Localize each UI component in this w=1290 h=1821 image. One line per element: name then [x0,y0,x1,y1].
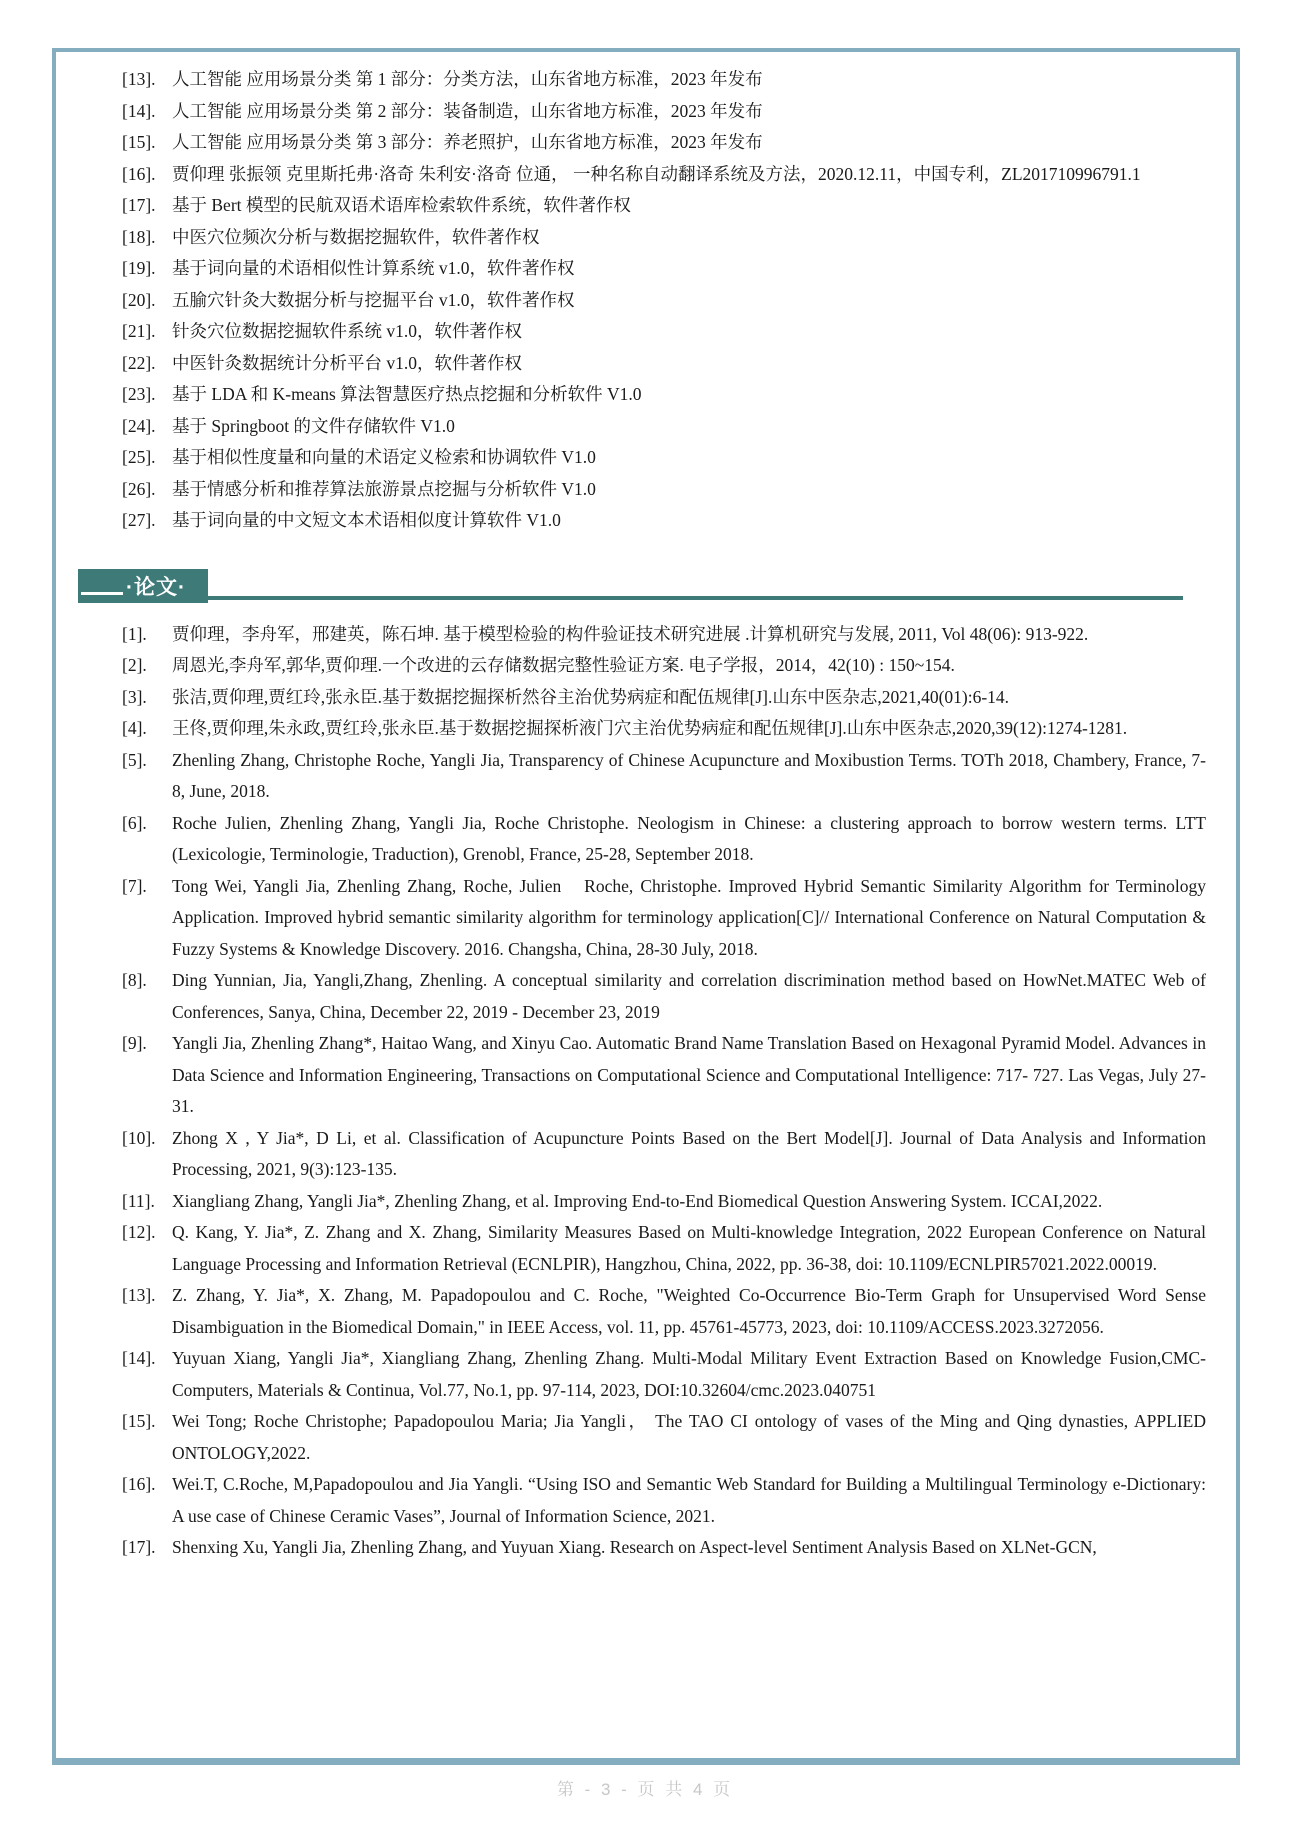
paper-item [122,1217,1206,1280]
paper-text: Zhenling Zhang, Christophe Roche, Yangli Jia, Transparency of Chinese Acupuncture and Moxibustion Terms. TOTh 2018, Chambery, France, 7-8, June, 2018. [172,749,1206,801]
item-text: 人工智能 应用场景分类 第 1 部分：分类方法，山东省地方标准，2023 年发布 [172,69,763,89]
paper-number: [1]. [122,623,147,644]
section-rule [208,596,1183,600]
paper-item [122,1123,1206,1186]
paper-item [122,1469,1206,1532]
item-text: 基于情感分析和推荐算法旅游景点挖掘与分析软件 V1.0 [172,478,596,499]
paper-item [122,619,1206,651]
item-number: [14]. [122,100,156,121]
list-item [122,96,1206,128]
item-text: 五腧穴针灸大数据分析与挖掘平台 v1.0，软件著作权 [172,289,575,310]
list-item [122,190,1206,222]
paper-number: [14]. [122,1348,156,1368]
item-number: [16]. [122,163,156,184]
item-text: 贾仰理 张振领 克里斯托弗·洛奇 朱利安·洛奇 位通， 一种名称自动翻译系统及方法，2020.12.11，中国专利，ZL201710996791.1 [172,163,1141,184]
item-text: 基于词向量的术语相似性计算系统 v1.0，软件著作权 [172,258,575,278]
paper-number: [6]. [122,812,147,833]
item-number: [24]. [122,415,156,436]
paper-text: Tong Wei, Yangli Jia, Zhenling Zhang, Roche, Julien Roche, Christophe. Improved Hybrid Semantic Similarity Algorithm for Terminology Application. Improved hybrid semantic similarity algorithm for terminology application[C]// International Conference on Natural Computation & Fuzzy Systems & Knowledge Discovery. 2016. Changsha, China, 28-30 July, 2018. [172,875,1206,959]
list-item [122,159,1206,191]
page-frame [52,48,1240,1765]
item-text: 中医穴位频次分析与数据挖掘软件，软件著作权 [172,226,540,247]
list-item [122,411,1206,443]
paper-item [122,682,1206,714]
list-item [122,127,1206,159]
paper-item [122,650,1206,682]
paper-item [122,745,1206,808]
paper-number: [5]. [122,749,147,770]
paper-text: Shenxing Xu, Yangli Jia, Zhenling Zhang, and Yuyuan Xiang. Research on Aspect-level Sentiment Analysis Based on XLNet-GCN, [172,1537,1097,1557]
item-number: [19]. [122,258,156,278]
item-number: [17]. [122,195,156,215]
paper-item [122,1028,1206,1123]
item-text: 基于 Bert 模型的民航双语术语库检索软件系统，软件著作权 [172,195,631,215]
list-item [122,379,1206,411]
paper-text: Q. Kang, Y. Jia*, Z. Zhang and X. Zhang, Similarity Measures Based on Multi-knowledge Integration, 2022 European Conference on Natural Language Processing and Information Retrieval (ECNLPIR), Hangzhou, China, 2022, pp. 36-38, doi: 10.1109/ECNLPIR57021.2022.00019. [172,1222,1206,1274]
item-text: 中医针灸数据统计分析平台 v1.0，软件著作权 [172,352,522,373]
section-title-tab [78,569,208,603]
item-number: [13]. [122,69,156,89]
item-number: [25]. [122,447,156,467]
paper-text: Wei Tong; Roche Christophe; Papadopoulou Maria; Jia Yangli， The TAO CI ontology of vases of the Ming and Qing dynasties, APPLIED ONTOLOGY,2022. [172,1411,1206,1463]
list-item [122,222,1206,254]
paper-number: [2]. [122,655,147,675]
item-text: 基于词向量的中文短文本术语相似度计算软件 V1.0 [172,510,561,530]
paper-number: [13]. [122,1285,156,1305]
paper-text: Ding Yunnian, Jia, Yangli,Zhang, Zhenling. A conceptual similarity and correlation discrimination method based on HowNet.MATEC Web of Conferences, Sanya, China, December 22, 2019 - December 23, 2019 [172,970,1206,1022]
paper-text: Roche Julien, Zhenling Zhang, Yangli Jia, Roche Christophe. Neologism in Chinese: a clustering approach to borrow western terms. LTT (Lexicologie, Terminologie, Traduction), Grenobl, France, 25-28, September 2018. [172,812,1206,864]
item-text: 基于相似性度量和向量的术语定义检索和协调软件 V1.0 [172,447,596,467]
list-item [122,474,1206,506]
paper-text: Zhong X , Y Jia*, D Li, et al. Classification of Acupuncture Points Based on the Bert Model[J]. Journal of Data Analysis and Information Processing, 2021, 9(3):123-135. [172,1127,1206,1179]
paper-text: 张洁,贾仰理,贾红玲,张永臣.基于数据挖掘探析然谷主治优势病症和配伍规律[J].山东中医杂志,2021,40(01):6-14. [172,686,1010,707]
paper-item [122,1186,1206,1218]
list-item [122,64,1206,96]
papers-section-header [78,569,1206,603]
paper-item [122,1280,1206,1343]
item-text: 基于 LDA 和 K-means 算法智慧医疗热点挖掘和分析软件 V1.0 [172,384,642,404]
item-number: [27]. [122,510,156,530]
paper-text: Yangli Jia, Zhenling Zhang*, Haitao Wang, and Xinyu Cao. Automatic Brand Name Translation Based on Hexagonal Pyramid Model. Advances in Data Science and Information Engineering, Transactions on Computational Science and Computational Intelligence: 717- 727. Las Vegas, July 27- 31. [172,1033,1206,1116]
list-item [122,253,1206,285]
paper-text: Z. Zhang, Y. Jia*, X. Zhang, M. Papadopoulou and C. Roche, "Weighted Co-Occurrence Bio-Term Graph for Unsupervised Word Sense Disambiguation in the Biomedical Domain," in IEEE Access, vol. 11, pp. 45761-45773, 2023, doi: 10.1109/ACCESS.2023.3272056. [172,1285,1206,1337]
paper-text: Xiangliang Zhang, Yangli Jia*, Zhenling Zhang, et al. Improving End-to-End Biomedical Question Answering System. ICCAI,2022. [172,1190,1103,1211]
page-footer: 第 - 3 - 页 共 4 页 [556,1780,734,1799]
paper-text: 贾仰理，李舟军，邢建英，陈石坤. 基于模型检验的构件验证技术研究进展 .计算机研究与发展, 2011, Vol 48(06): 913-922. [172,623,1089,644]
paper-item [122,808,1206,871]
list-item [122,348,1206,380]
paper-number: [16]. [122,1474,156,1494]
paper-number: [7]. [122,875,147,896]
paper-item [122,871,1206,966]
paper-number: [4]. [122,718,147,738]
standards-patents-list [122,64,1206,537]
paper-number: [8]. [122,970,147,990]
list-item [122,442,1206,474]
item-number: [21]. [122,321,156,341]
paper-item [122,1532,1206,1564]
item-number: [20]. [122,289,156,310]
paper-number: [17]. [122,1537,156,1557]
item-number: [26]. [122,478,156,499]
paper-number: [10]. [122,1127,156,1148]
list-item [122,285,1206,317]
paper-text: Yuyuan Xiang, Yangli Jia*, Xiangliang Zhang, Zhenling Zhang. Multi-Modal Military Event Extraction Based on Knowledge Fusion,CMC-Computers, Materials & Continua, Vol.77, No.1, pp. 97-114, 2023, DOI:10.32604/cmc.2023.040751 [172,1348,1206,1400]
paper-item [122,1406,1206,1469]
paper-number: [11]. [122,1190,155,1211]
paper-number: [12]. [122,1222,156,1242]
paper-number: [9]. [122,1033,147,1053]
paper-item [122,965,1206,1028]
paper-item [122,713,1206,745]
papers-list [122,619,1206,1564]
list-item [122,316,1206,348]
item-number: [23]. [122,384,156,404]
item-text: 人工智能 应用场景分类 第 3 部分：养老照护，山东省地方标准，2023 年发布 [172,132,763,152]
paper-text: 王佟,贾仰理,朱永政,贾红玲,张永臣.基于数据挖掘探析液门穴主治优势病症和配伍规律[J].山东中医杂志,2020,39(12):1274-1281. [172,718,1128,738]
item-text: 人工智能 应用场景分类 第 2 部分：装备制造，山东省地方标准，2023 年发布 [172,100,763,121]
tab-underline-mark [81,592,123,595]
paper-text: Wei.T, C.Roche, M,Papadopoulou and Jia Yangli. “Using ISO and Semantic Web Standard for Building a Multilingual Terminology e-Dictionary: A use case of Chinese Ceramic Vases”, Journal of Information Science, 2021. [172,1474,1206,1526]
list-item [122,505,1206,537]
item-number: [22]. [122,352,156,373]
item-number: [15]. [122,132,156,152]
paper-item [122,1343,1206,1406]
paper-text: 周恩光,李舟军,郭华,贾仰理.一个改进的云存储数据完整性验证方案. 电子学报，2014，42(10) : 150~154. [172,655,955,675]
item-number: [18]. [122,226,156,247]
paper-number: [15]. [122,1411,156,1431]
section-title: ·论文· [126,575,186,599]
paper-number: [3]. [122,686,147,707]
item-text: 针灸穴位数据挖掘软件系统 v1.0，软件著作权 [172,321,522,341]
item-text: 基于 Springboot 的文件存储软件 V1.0 [172,415,455,436]
